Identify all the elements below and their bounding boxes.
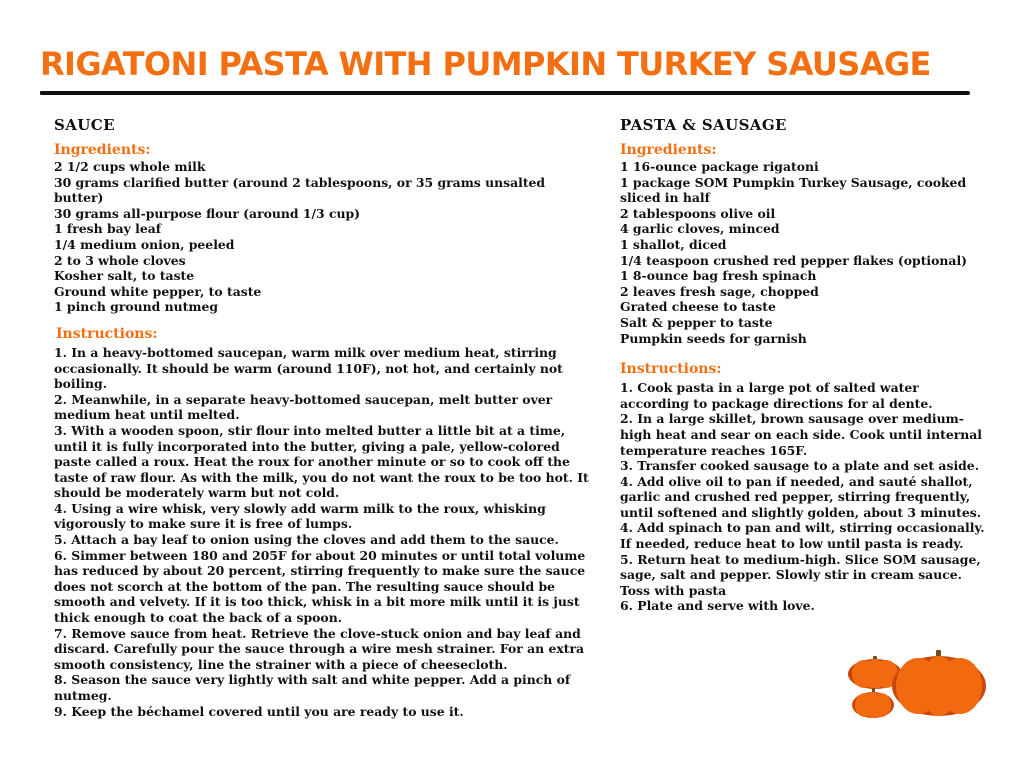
instruction-step: 1. Cook pasta in a large pot of salted water according to package directions for al dente. bbox=[620, 380, 933, 411]
pasta-ingredients-list bbox=[620, 159, 990, 346]
sauce-instructions-list bbox=[54, 345, 589, 719]
ingredient-item: 1 package SOM Pumpkin Turkey Sausage, cooked sliced in half bbox=[620, 174, 967, 206]
instruction-step: 6. Plate and serve with love. bbox=[620, 598, 815, 614]
instruction-step: 2. Meanwhile, in a separate heavy-bottomed saucepan, melt butter over medium heat until melted. bbox=[54, 391, 553, 423]
instruction-step: 5. Return heat to medium-high. Slice SOM sausage, sage, salt and pepper. Slowly stir in cream sauce. Toss with pasta bbox=[620, 551, 981, 598]
recipe-title: RIGATONI PASTA WITH PUMPKIN TURKEY SAUSAGE bbox=[40, 45, 931, 83]
instruction-step: 1. In a heavy-bottomed saucepan, warm milk over medium heat, stirring occasionally. It should be warm (around 110F), not hot, and certainly not boiling. bbox=[54, 344, 563, 392]
instruction-step: 4. Using a wire whisk, very slowly add warm milk to the roux, whisking vigorously to make sure it is free of lumps. bbox=[54, 500, 546, 532]
title-divider bbox=[40, 91, 970, 95]
ingredient-item: 1 pinch ground nutmeg bbox=[54, 299, 219, 315]
pasta-instructions-label: Instructions: bbox=[620, 361, 722, 378]
pumpkins-image bbox=[842, 648, 992, 720]
ingredient-item: Ground white pepper, to taste bbox=[54, 283, 262, 299]
pasta-ingredients-label: Ingredients: bbox=[620, 142, 717, 158]
ingredient-item: 2 leaves fresh sage, chopped bbox=[620, 283, 819, 299]
instruction-step: 8. Season the sauce very lightly with salt and white pepper. Add a pinch of nutmeg. bbox=[54, 672, 571, 703]
sauce-ingredients-list bbox=[54, 159, 589, 315]
ingredient-item: 1/4 medium onion, peeled bbox=[54, 236, 235, 252]
ingredient-item: Pumpkin seeds for garnish bbox=[620, 330, 807, 346]
ingredient-item: Grated cheese to taste bbox=[620, 299, 776, 315]
instruction-step: 6. Simmer between 180 and 205F for about 20 minutes or until total volume has reduced by about 20 percent, stirring frequently to make sure the sauce does not scorch at the bottom of the pan. The resulting sauce should be smooth and velvety. If it is too thick, whisk in a bit more milk until it is just thick enough to coat the back of a spoon. bbox=[54, 547, 586, 626]
instruction-step: 9. Keep the béchamel covered until you are ready to use it. bbox=[54, 703, 464, 719]
instruction-step: 4. Add olive oil to pan if needed, and sauté shallot, garlic and crushed red pepper, stirring frequently, until softened and slightly golden, about 3 minutes. bbox=[620, 473, 982, 520]
sauce-ingredients-label: Ingredients: bbox=[54, 142, 151, 158]
sauce-column bbox=[54, 115, 589, 719]
ingredient-item: 30 grams all-purpose flour (around 1/3 cup) bbox=[54, 205, 361, 221]
tiny-pumpkin bbox=[852, 688, 894, 718]
ingredient-item: 1 8-ounce bag fresh spinach bbox=[620, 268, 817, 284]
ingredient-item: Kosher salt, to taste bbox=[54, 268, 195, 284]
instruction-step: 3. Transfer cooked sausage to a plate and set aside. bbox=[620, 458, 980, 474]
pasta-column bbox=[620, 115, 990, 614]
sauce-instructions-label: Instructions: bbox=[56, 325, 158, 342]
instruction-step: 5. Attach a bay leaf to onion using the cloves and add them to the sauce. bbox=[54, 532, 559, 548]
ingredient-item: 1 shallot, diced bbox=[620, 236, 727, 252]
ingredient-item: 4 garlic cloves, minced bbox=[620, 221, 780, 237]
ingredient-item: Salt & pepper to taste bbox=[620, 314, 773, 330]
ingredient-item: 2 to 3 whole cloves bbox=[54, 252, 186, 268]
instruction-step: 2. In a large skillet, brown sausage over medium-high heat and sear on each side. Cook until internal temperature reaches 165F. bbox=[620, 411, 982, 458]
instruction-step: 7. Remove sauce from heat. Retrieve the clove-stuck onion and bay leaf and discard. Carefully pour the sauce through a wire mesh strainer. For an extra smooth consistency, line the strainer with a piece of cheesecloth. bbox=[54, 625, 585, 672]
instruction-step: 3. With a wooden spoon, stir flour into melted butter a little bit at a time, until it is fully incorporated into the butter, giving a pale, yellow-colored paste called a roux. Heat the roux for another minute or so to cook off the taste of raw flour. As with the milk, you do not want the roux to be too hot. It should be moderately warm but not cold. bbox=[54, 422, 589, 501]
ingredient-item: 2 1/2 cups whole milk bbox=[54, 159, 206, 174]
pasta-instructions-list bbox=[620, 380, 990, 614]
ingredient-item: 1 16-ounce package rigatoni bbox=[620, 159, 819, 174]
ingredient-item: 30 grams clarified butter (around 2 tablespoons, or 35 grams unsalted butter) bbox=[54, 174, 546, 206]
instruction-step: 4. Add spinach to pan and wilt, stirring occasionally. If needed, reduce heat to low until pasta is ready. bbox=[620, 520, 985, 552]
sauce-heading: SAUCE bbox=[54, 116, 115, 134]
ingredient-item: 1/4 teaspoon crushed red pepper flakes (optional) bbox=[620, 252, 968, 268]
ingredient-item: 2 tablespoons olive oil bbox=[620, 205, 776, 221]
ingredient-item: 1 fresh bay leaf bbox=[54, 221, 162, 237]
large-pumpkin bbox=[892, 650, 986, 716]
pasta-heading: PASTA & SAUSAGE bbox=[620, 116, 787, 134]
